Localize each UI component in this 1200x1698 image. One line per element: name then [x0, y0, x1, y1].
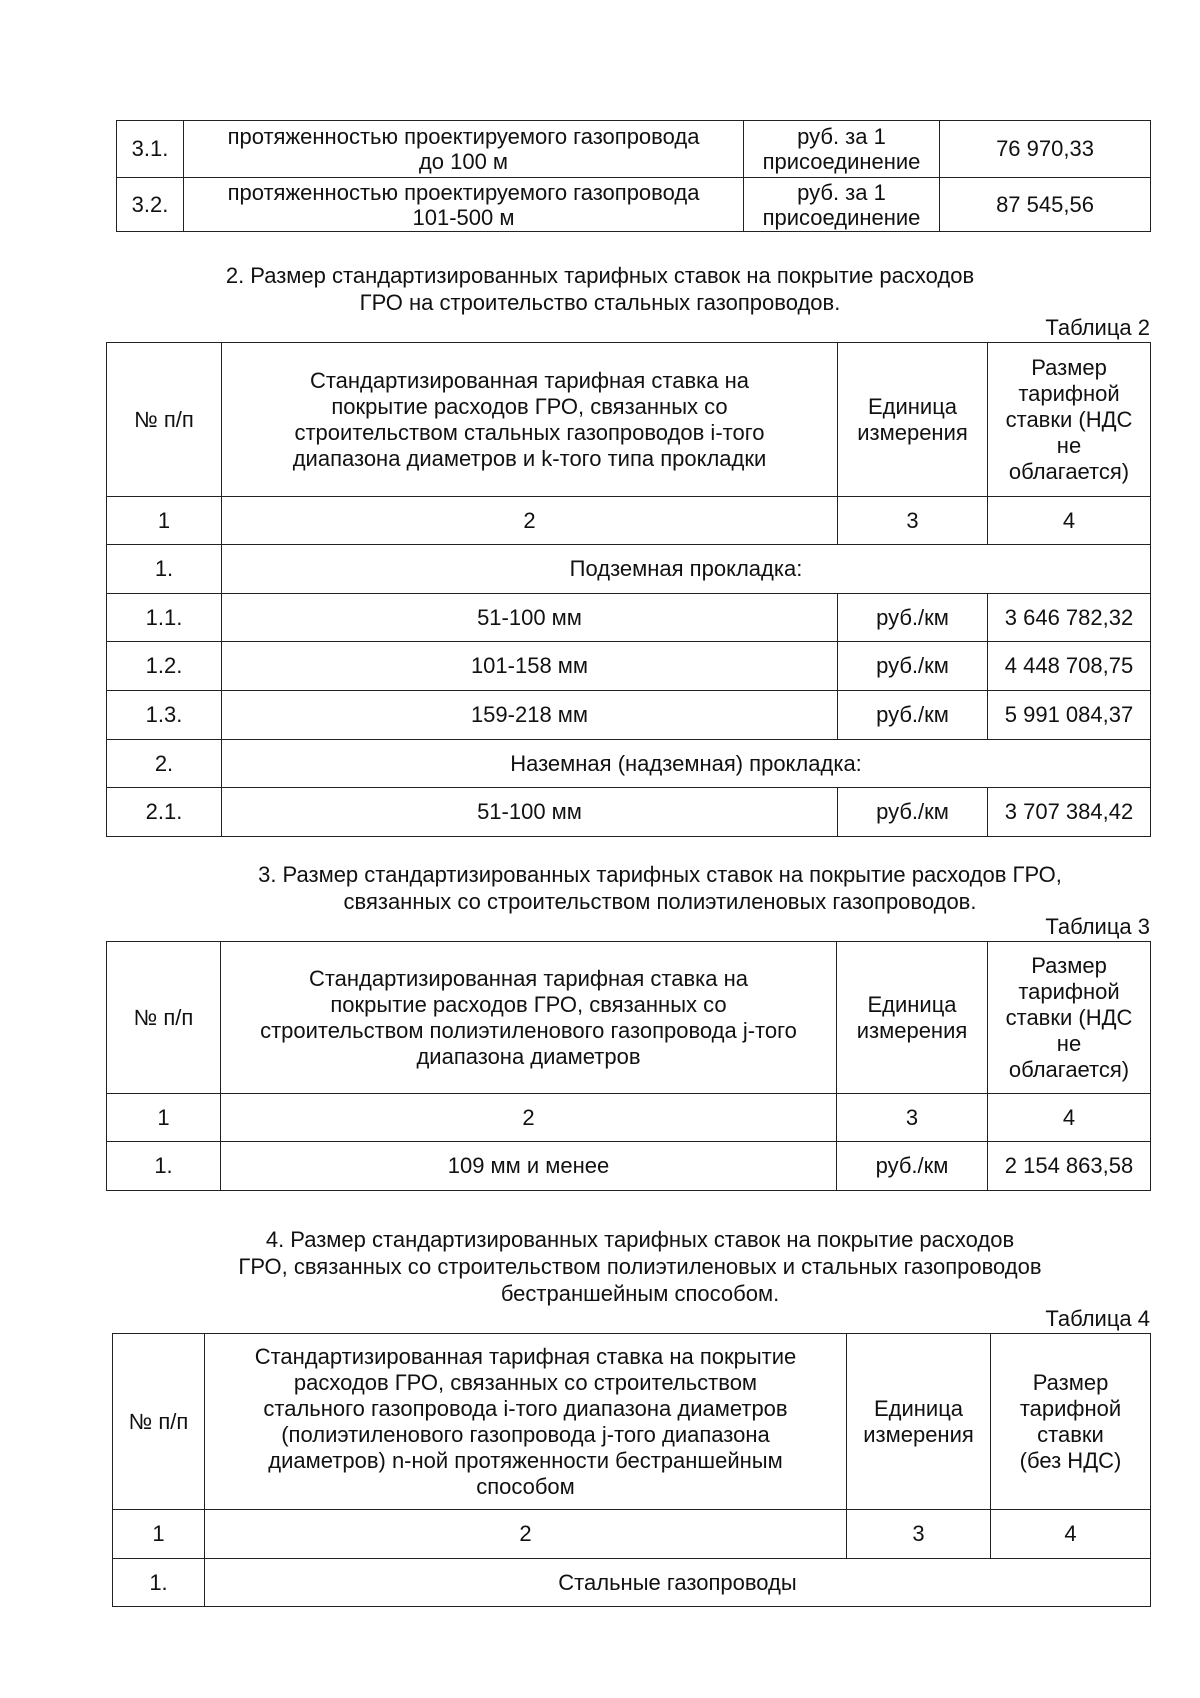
row-unit: руб./км: [838, 691, 988, 740]
column-number: 1: [113, 1510, 205, 1559]
group-label: Наземная (надземная) прокладка:: [222, 740, 1151, 788]
group-label: Подземная прокладка:: [222, 545, 1151, 594]
column-number: 4: [988, 497, 1151, 545]
header-value: Размер тарифной ставки (без НДС): [991, 1334, 1151, 1510]
row-description: 51-100 мм: [222, 788, 838, 837]
row-description: 51-100 мм: [222, 594, 838, 642]
header-unit: Единица измерения: [837, 942, 988, 1094]
table-header-row: [107, 942, 1151, 1094]
column-number-row: [113, 1510, 1151, 1559]
header-description: Стандартизированная тарифная ставка на покрытие расходов ГРО, связанных со строительством стального газопровода i-того диапазона диаметров (полиэтиленового газопровода j-того диапазона диаметров) n-ной протяженности бестраншейным способом: [205, 1334, 847, 1510]
header-number: № п/п: [107, 343, 222, 497]
header-value: Размер тарифной ставки (НДС не облагается): [988, 942, 1151, 1094]
row-value: 4 448 708,75: [988, 642, 1151, 691]
row-number: 1.1.: [107, 594, 222, 642]
row-number: 1.: [107, 545, 222, 594]
row-value: 5 991 084,37: [988, 691, 1151, 740]
header-description: Стандартизированная тарифная ставка на покрытие расходов ГРО, связанных со строительством стальных газопроводов i-того диапазона диаметров и k-того типа прокладки: [222, 343, 838, 497]
row-unit: руб. за 1 присоединение: [744, 178, 940, 232]
row-value: 87 545,56: [940, 178, 1151, 232]
table-row: [117, 178, 1151, 232]
row-value: 3 707 384,42: [988, 788, 1151, 837]
column-number: 4: [991, 1510, 1151, 1559]
column-number: 3: [838, 497, 988, 545]
table-2-caption: Таблица 2: [1045, 315, 1150, 340]
row-number: 1.3.: [107, 691, 222, 740]
table-3: [106, 941, 1151, 1191]
section-3-heading: 3. Размер стандартизированных тарифных ставок на покрытие расходов ГРО, связанных со строительством полиэтиленовых газопроводов.: [258, 862, 1062, 914]
column-number-row: [107, 497, 1151, 545]
column-number: 2: [222, 497, 838, 545]
row-description: 159-218 мм: [222, 691, 838, 740]
row-description: 101-158 мм: [222, 642, 838, 691]
column-number: 2: [221, 1094, 837, 1142]
row-unit: руб./км: [838, 788, 988, 837]
column-number: 3: [847, 1510, 991, 1559]
table-row: [107, 642, 1151, 691]
row-unit: руб./км: [838, 594, 988, 642]
row-number: 1.: [107, 1142, 221, 1191]
section-2-heading: 2. Размер стандартизированных тарифных ставок на покрытие расходов ГРО на строительство стальных газопроводов.: [225, 263, 975, 315]
row-number: 3.1.: [117, 121, 184, 178]
table-4-caption: Таблица 4: [1045, 1306, 1150, 1331]
column-number: 3: [837, 1094, 988, 1142]
row-unit: руб./км: [838, 642, 988, 691]
row-description: протяженностью проектируемого газопровода до 100 м: [184, 121, 744, 178]
header-unit: Единица измерения: [847, 1334, 991, 1510]
row-value: 76 970,33: [940, 121, 1151, 178]
header-number: № п/п: [113, 1334, 205, 1510]
table-3-caption: Таблица 3: [1045, 914, 1150, 939]
header-value: Размер тарифной ставки (НДС не облагается): [988, 343, 1151, 497]
row-number: 2.1.: [107, 788, 222, 837]
group-row: [107, 545, 1151, 594]
group-row: [113, 1559, 1151, 1607]
column-number: 2: [205, 1510, 847, 1559]
row-number: 1.2.: [107, 642, 222, 691]
group-label: Стальные газопроводы: [205, 1559, 1151, 1607]
row-number: 1.: [113, 1559, 205, 1607]
row-value: 3 646 782,32: [988, 594, 1151, 642]
table-header-row: [113, 1334, 1151, 1510]
section-4-heading: 4. Размер стандартизированных тарифных ставок на покрытие расходов ГРО, связанных со строительством полиэтиленовых и стальных газопроводов бестраншейным способом.: [238, 1227, 1042, 1306]
table-4: [112, 1333, 1151, 1607]
group-row: [107, 740, 1151, 788]
row-value: 2 154 863,58: [988, 1142, 1151, 1191]
table-row: [107, 691, 1151, 740]
header-unit: Единица измерения: [838, 343, 988, 497]
table-row: [107, 788, 1151, 837]
header-number: № п/п: [107, 942, 221, 1094]
table-2: [106, 342, 1151, 837]
table-1: [116, 120, 1151, 232]
column-number: 1: [107, 497, 222, 545]
row-unit: руб./км: [837, 1142, 988, 1191]
table-row: [117, 121, 1151, 178]
row-description: 109 мм и менее: [221, 1142, 837, 1191]
row-number: 3.2.: [117, 178, 184, 232]
table-row: [107, 594, 1151, 642]
column-number: 1: [107, 1094, 221, 1142]
table-header-row: [107, 343, 1151, 497]
table-row: [107, 1142, 1151, 1191]
row-unit: руб. за 1 присоединение: [744, 121, 940, 178]
column-number: 4: [988, 1094, 1151, 1142]
column-number-row: [107, 1094, 1151, 1142]
row-description: протяженностью проектируемого газопровода 101-500 м: [184, 178, 744, 232]
header-description: Стандартизированная тарифная ставка на покрытие расходов ГРО, связанных со строительством полиэтиленового газопровода j-того диапазона диаметров: [221, 942, 837, 1094]
row-number: 2.: [107, 740, 222, 788]
